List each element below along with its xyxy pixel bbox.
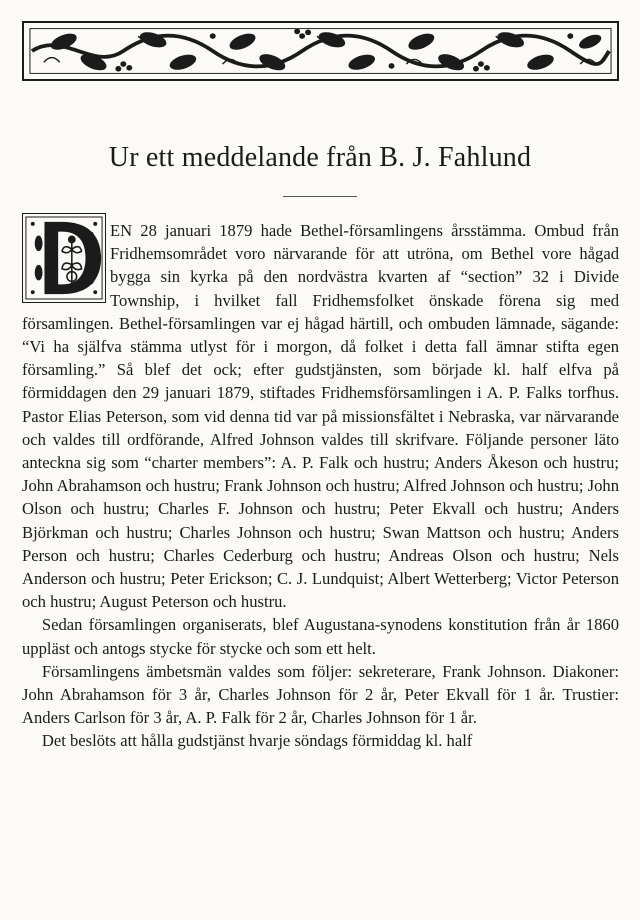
paragraph-3: Församlingens ämbetsmän valdes som följer: sekreterare, Frank Johnson. Diakoner: John Abrahamson för 3 år, Charles Johnson för 2 år, Peter Ekvall för 1 år. Trustier: Anders Carlson för 3 år, A. P. Falk för 2 år, Charles Johnson för 1 år. xyxy=(22,661,619,728)
paragraph-4: Det beslöts att hålla gudstjänst hvarje söndags förmiddag kl. half xyxy=(41,731,473,751)
title-divider xyxy=(283,196,357,197)
vine-ornament-icon xyxy=(24,23,617,79)
article-body xyxy=(22,219,619,753)
paragraph-1: EN 28 januari 1879 hade Bethel-församlingens årsstämma. Ombud från Fridhemsområdet voro närvarande för att utröna, om Bethel vore hågad bygga sin kyrka på den nordvästra kvarten af “section” 32 i Divide Township, i hvilket fall Fridhemsfolket önskade förena sig med församlingen. Bethel-församlingen var ej hågad härtill, och ombuden lämnade, sägande: “Vi ha själfva stämma utlyst för i morgon, då folket i detta fall ämnar stifta egen församling.” Så blef det ock; efter gudstjänsten, som började kl. half elfva på förmiddagen den 29 januari 1879, stiftades Fridhemsförsamlingen i A. P. Falks torfhus. Pastor Elias Peterson, som vid denna tid var på missionsfältet i Nebraska, var närvarande och valdes till ordförande, Alfred Johnson valdes till skrifvare. Följande personer läto anteckna sig som “charter members”: A. P. Falk och hustru; Anders Åkeson och hustru; John Abrahamson och hustru; Frank Johnson och hustru; Alfred Johnson och hustru; John Olson och hustru; Charles F. Johnson och hustru; Peter Ekvall och hustru; Anders Björkman och hustru; Charles Johnson och hustru; Swan Mattson och hustru; Anders Person och hustru; Charles Cederburg och hustru; Andreas Olson och hustru; Nels Anderson och hustru; Peter Erickson; C. J. Lundquist; Albert Wetterberg; Victor Peterson och hustru; August Peterson och hustru. xyxy=(22,221,619,612)
article-title: Ur ett meddelande från B. J. Fahlund xyxy=(108,142,532,173)
paragraph-2: Sedan församlingen organiserats, blef Augustana-synodens konstitution från år 1860 uppläst och antogs stycke för stycke och som ett helt. xyxy=(22,615,619,658)
ornamental-header-banner xyxy=(22,21,619,81)
dropcap-spacer xyxy=(22,219,110,307)
